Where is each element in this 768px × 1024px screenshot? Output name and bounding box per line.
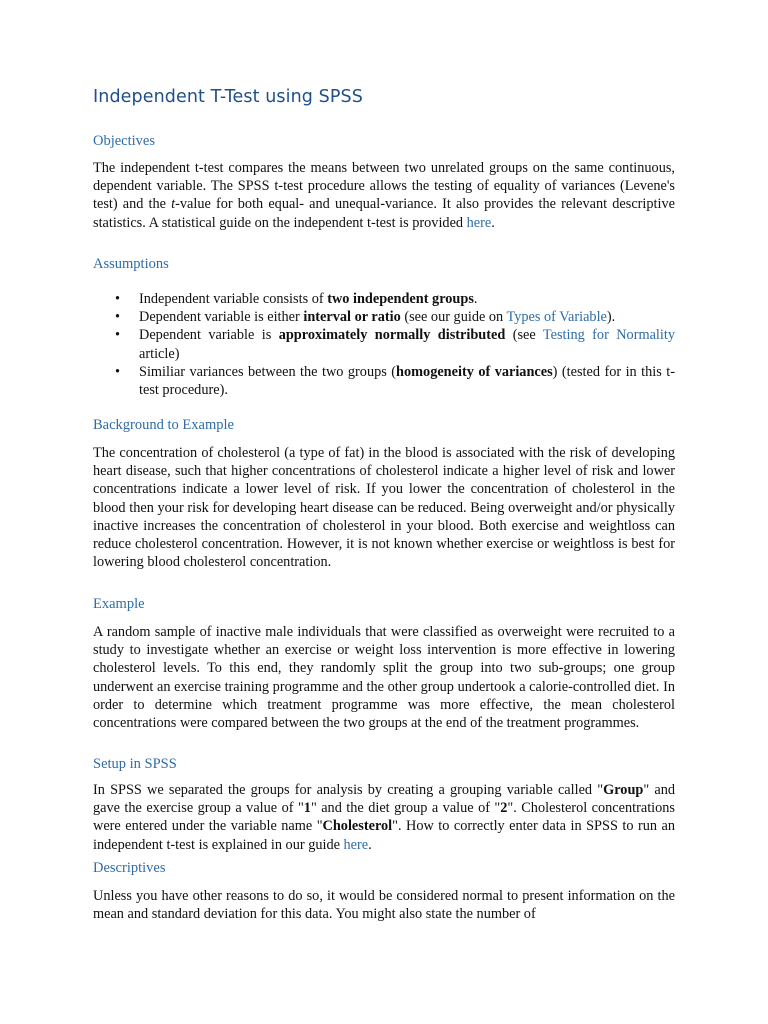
setup-here-link[interactable]: here [343, 836, 369, 853]
bullet-icon: • [115, 291, 121, 307]
example-heading: Example [93, 596, 145, 612]
background-paragraph: The concentration of cholesterol (a type of fat) in the blood is associated with the risk of developing heart disease, such that higher concentrations of cholesterol indicate a higher level of risk and lower concentrations indicate a lower level of risk. If you lower the concentration of cholesterol in the blood then your risk for developing heart disease can be reduced. Being overweight and/or physically inactive increases the concentration of cholesterol in your blood. Both exercise and weightloss can reduce cholesterol concentration. However, it is not known whether exercise or weightloss is best for lowering blood cholesterol concentration. [93, 445, 675, 571]
list-item: • Similiar variances between the two groups (homogeneity of variances) (tested for in this t-test procedure). [115, 363, 676, 399]
page-title: Independent T-Test using SPSS [93, 87, 363, 107]
types-of-variable-link[interactable]: Types of Variable [506, 309, 607, 326]
setup-heading: Setup in SPSS [93, 756, 177, 772]
assumptions-heading: Assumptions [93, 256, 169, 272]
objectives-paragraph: The independent t-test compares the means between two unrelated groups on the same continuous, dependent variable. The SPSS t-test procedure allows the testing of equality of variances (Levene's test) and the t-value for both equal- and unequal-variance. It also provides the relevant descriptive statistics. A statistical guide on the independent t-test is provided here. [93, 160, 675, 231]
bullet-icon: • [115, 363, 121, 380]
setup-paragraph: In SPSS we separated the groups for analysis by creating a grouping variable called "Group" and gave the exercise group a value of "1" and the diet group a value of "2". Cholesterol concentrations were entered under the variable name "Cholesterol". How to correctly enter data in SPSS to run an independent t-test is explained in our guide here. [93, 782, 676, 853]
list-item: • Independent variable consists of two independent groups. [115, 291, 478, 307]
assumptions-list [93, 290, 675, 399]
descriptives-heading: Descriptives [93, 860, 166, 876]
testing-for-normality-link[interactable]: Testing for Normality [542, 327, 675, 344]
example-paragraph: A random sample of inactive male individuals that were classified as overweight were recruited to a study to investigate whether an exercise or weight loss intervention is more effective in lowering cholesterol levels. To this end, they randomly split the group into two sub-groups; one group underwent an exercise training programme and the other group undertook a calorie-controlled diet. In order to determine which treatment programme was more effective, the mean cholesterol concentrations were compared between the two groups at the end of the treatment programmes. [93, 624, 675, 732]
descriptives-paragraph: Unless you have other reasons to do so, it would be considered normal to present information on the mean and standard deviation for this data. You might also state the number of [93, 888, 675, 923]
list-item: • Dependent variable is approximately normally distributed (see Testing for Normality article) [115, 327, 675, 362]
bullet-icon: • [115, 327, 121, 344]
background-heading: Background to Example [93, 417, 234, 433]
objectives-heading: Objectives [93, 133, 156, 149]
objectives-here-link[interactable]: here [466, 214, 492, 231]
bullet-icon: • [115, 309, 121, 326]
list-item: • Dependent variable is either interval or ratio (see our guide on Types of Variable). [115, 309, 616, 326]
